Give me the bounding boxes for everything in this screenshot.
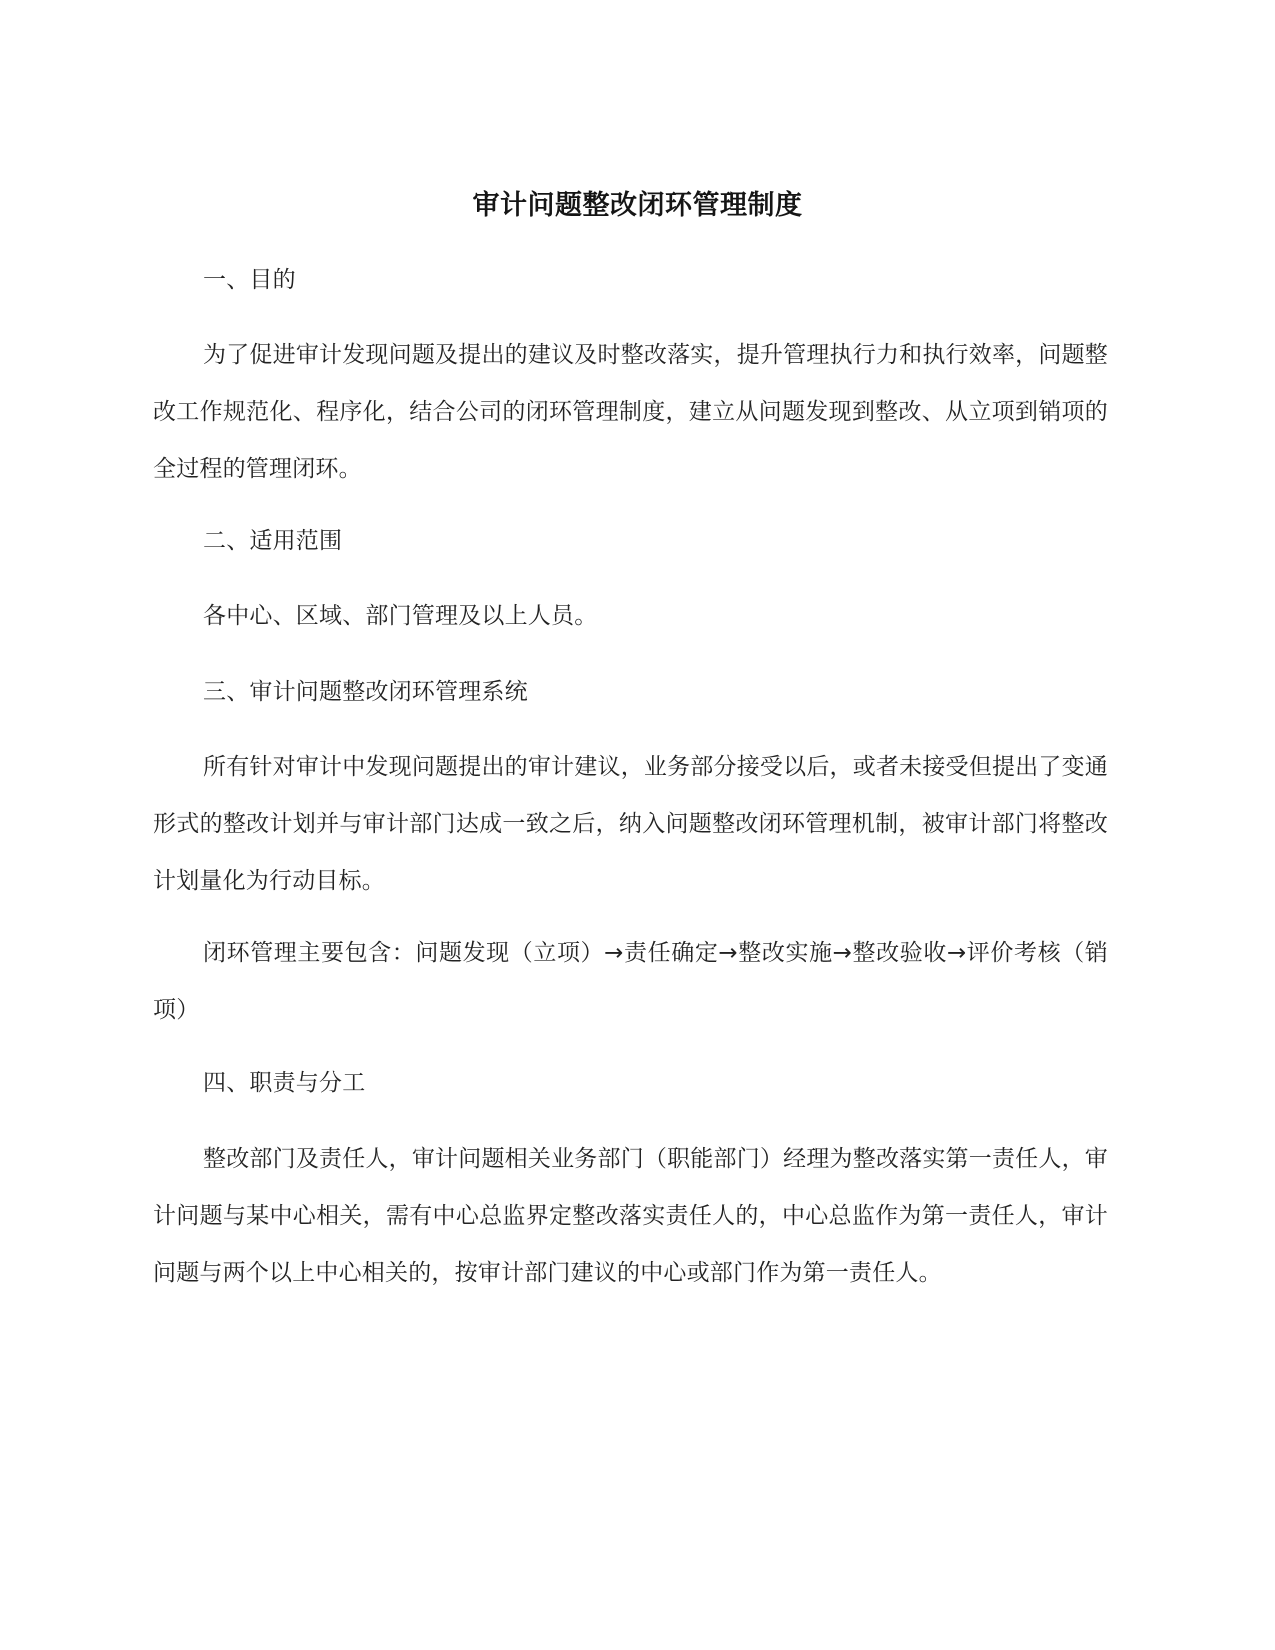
section-heading-system: 三、审计问题整改闭环管理系统 (203, 679, 528, 705)
paragraph-purpose: 为了促进审计发现问题及提出的建议及时整改落实，提升管理执行力和执行效率，问题整改工作规范化、程序化，结合公司的闭环管理制度，建立从问题发现到整改、从立项到销项的全过程的管理闭环。 (153, 342, 1108, 482)
section-heading-purpose: 一、目的 (203, 267, 296, 293)
section-heading-duties: 四、职责与分工 (203, 1070, 366, 1096)
document-title: 审计问题整改闭环管理制度 (472, 190, 803, 221)
paragraph-system: 所有针对审计中发现问题提出的审计建议，业务部分接受以后，或者未接受但提出了变通形式的整改计划并与审计部门达成一致之后，纳入问题整改闭环管理机制，被审计部门将整改计划量化为行动目标。 (153, 754, 1108, 894)
paragraph-closed-loop-steps: 闭环管理主要包含：问题发现（立项）→责任确定→整改实施→整改验收→评价考核（销项） (153, 940, 1108, 1023)
paragraph-scope: 各中心、区域、部门管理及以上人员。 (203, 603, 598, 629)
section-heading-scope: 二、适用范围 (203, 528, 343, 554)
paragraph-duties: 整改部门及责任人，审计问题相关业务部门（职能部门）经理为整改落实第一责任人，审计问题与某中心相关，需有中心总监界定整改落实责任人的，中心总监作为第一责任人，审计问题与两个以上中心相关的，按审计部门建议的中心或部门作为第一责任人。 (153, 1146, 1108, 1286)
